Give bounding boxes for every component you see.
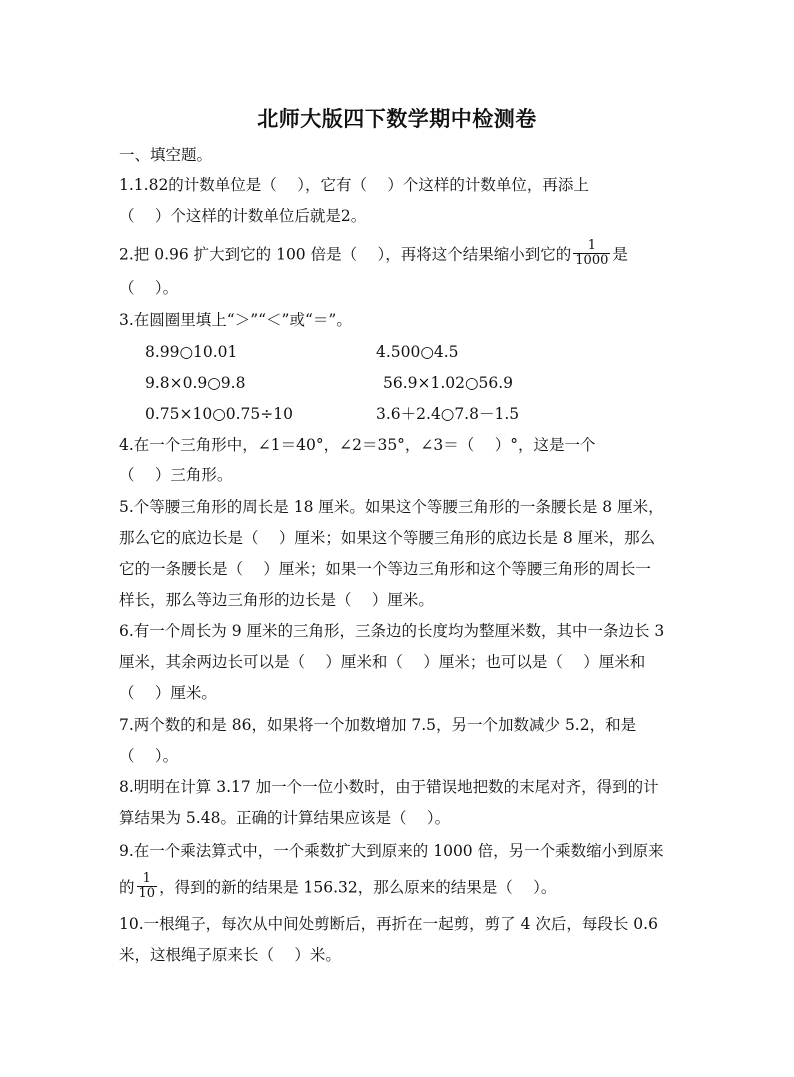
q5-line1: 5.个等腰三角形的周长是 18 厘米。如果这个等腰三角形的一条腰长是 8 厘米， [119,498,664,516]
q3-row3-right: 3.6＋2.4○7.8－1.5 [376,405,520,423]
q5-line3: 它的一条腰长是（ ）厘米；如果一个等边三角形和这个等腰三角形的周长一 [119,560,651,578]
q10-line1: 10.一根绳子，每次从中间处剪断后，再折在一起剪，剪了 4 次后，每段长 0.6 [119,915,658,933]
q9-line1: 9.在一个乘法算式中，一个乘数扩大到原来的 1000 倍，另一个乘数缩小到原来 [119,842,664,860]
q9-line2 [119,871,679,903]
q9-text-end: ，得到的新的结果是 156.32，那么原来的结果是（ ）。 [159,878,557,897]
q3-row1-right: 4.500○4.5 [376,343,459,361]
q3-row2-right: 56.9×1.02○56.9 [383,374,514,392]
q9-frac-den: 10 [138,886,156,901]
q3-line1: 3.在圆圈里填上“＞”“＜”或“＝”。 [119,311,352,329]
q9-text: 的 [119,878,135,897]
section-heading: 一、填空题。 [119,146,213,164]
q8-line2: 算结果为 5.48。正确的计算结果应该是（ ）。 [119,809,451,827]
q7-line1: 7.两个数的和是 86，如果将一个加数增加 7.5，另一个加数减少 5.2，和是 [119,716,637,734]
page-title: 北师大版四下数学期中检测卷 [257,106,537,131]
q4-line1: 4.在一个三角形中，∠1＝40°，∠2＝35°，∠3＝（ ）°，这是一个 [119,436,596,454]
q8-line1: 8.明明在计算 3.17 加一个一位小数时，由于错误地把数的末尾对齐，得到的计 [119,778,659,796]
q1-line1: 1.1.82的计数单位是（ ），它有（ ）个这样的计数单位，再添上 [119,176,589,194]
q5-line4: 样长，那么等边三角形的边长是（ ）厘米。 [119,591,434,609]
q3-row1-left: 8.99○10.01 [145,343,238,361]
q6-line3: （ ）厘米。 [119,684,217,702]
q2-line1 [119,238,679,270]
q2-frac-num: 1 [573,239,610,254]
q7-line2: （ ）。 [119,747,179,765]
q1-line2: （ ）个这样的计数单位后就是2。 [119,207,367,225]
q9-frac-num: 1 [137,872,158,887]
q6-line1: 6.有一个周长为 9 厘米的三角形，三条边的长度均为整厘米数，其中一条边长 3 [119,622,665,640]
q5-line2: 那么它的底边长是（ ）厘米；如果这个等腰三角形的底边长是 8 厘米，那么 [119,529,656,547]
q9-fraction [137,872,158,901]
q2-text-end: 是 [612,245,628,264]
q3-row2-left: 9.8×0.9○9.8 [145,374,246,392]
q2-frac-den: 1000 [575,253,609,268]
q10-line2: 米，这根绳子原来长（ ）米。 [119,946,341,964]
q2-line2: （ ）。 [119,279,179,297]
q6-line2: 厘米，其余两边长可以是（ ）厘米和（ ）厘米；也可以是（ ）厘米和 [119,653,646,671]
q2-fraction [573,239,610,268]
q2-text: 2.把 0.96 扩大到它的 100 倍是（ ），再将这个结果缩小到它的 [119,245,572,264]
q4-line2: （ ）三角形。 [119,466,233,484]
q3-row3-left: 0.75×10○0.75÷10 [145,405,293,423]
